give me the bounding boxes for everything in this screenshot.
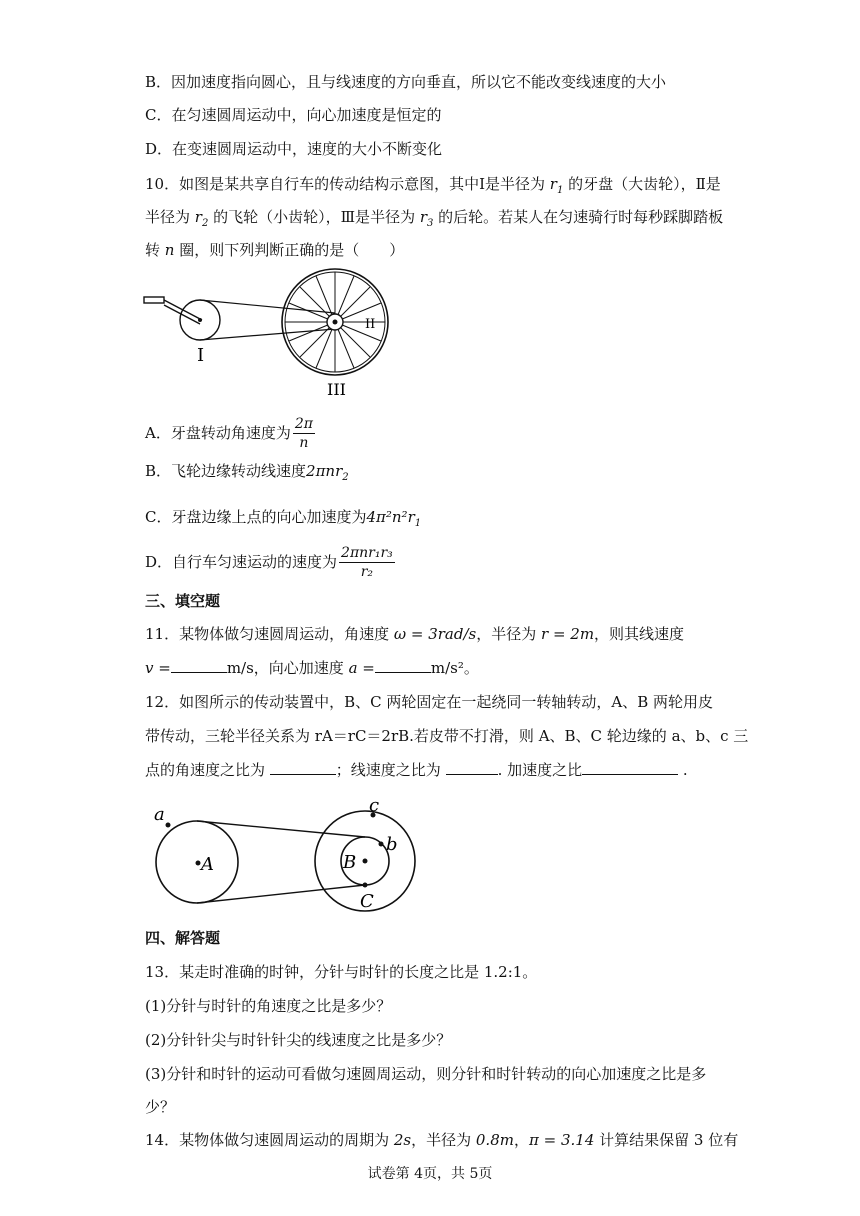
q9-option-b: B．因加速度指向圆心，且与线速度的方向垂直，所以它不能改变线速度的大小 — [145, 73, 667, 91]
label-point-a: a — [154, 804, 165, 825]
q13-part1: (1)分针与时针的角速度之比是多少？ — [145, 997, 392, 1015]
q12-line1: 12．如图所示的传动装置中，B、C 两轮固定在一起绕同一转轴转动，A、B 两轮用皮 — [145, 693, 713, 711]
answer-blank-acceleration-ratio[interactable] — [582, 774, 678, 775]
label-rear-wheel-III: III — [327, 380, 346, 399]
pulley-transmission-diagram — [140, 795, 440, 920]
q9-option-d: D．在变速圆周运动中，速度的大小不断变化 — [145, 140, 443, 158]
answer-blank-acceleration[interactable] — [375, 672, 431, 673]
section-heading-fill-in: 三、填空题 — [145, 592, 221, 610]
section-heading-solve: 四、解答题 — [145, 929, 221, 947]
label-point-b: b — [386, 834, 398, 855]
q11-line2: v = m/s，向心加速度 a = m/s²。 — [145, 659, 479, 677]
label-point-c: c — [369, 795, 380, 816]
answer-blank-velocity[interactable] — [171, 672, 227, 673]
answer-blank-linear-ratio[interactable] — [446, 774, 498, 775]
q10-option-c: C．牙盘边缘上点的向心加速度为$4\pi^2n^2r_1$ — [145, 508, 422, 529]
label-wheel-B: B — [343, 852, 357, 873]
q10-stem-line2: 半径为 $r_2$ 的飞轮（小齿轮），Ⅲ是半径为 $r_3$ 的后轮。若某人在匀速骑行时每秒踩脚踏板 — [145, 208, 724, 229]
page-footer: 试卷第 4页，共 5页 — [367, 1166, 493, 1182]
q10-option-b: B．飞轮边缘转动线速度2πnr$_2$ — [145, 462, 349, 483]
q12-line3: 点的角速度之比为 ；线速度之比为 . 加速度之比 . — [145, 761, 688, 779]
label-wheel-A: A — [201, 854, 214, 875]
bicycle-transmission-diagram — [140, 262, 390, 400]
q13-part3-line1: (3)分针和时针的运动可看做匀速圆周运动，则分针和时针转动的向心加速度之比是多 — [145, 1065, 707, 1083]
q10-option-a: A．牙盘转动角速度为 $\frac{2\pi}{n}$ — [145, 415, 313, 451]
answer-blank-angular-ratio[interactable] — [270, 774, 336, 775]
label-chainring-I: I — [197, 345, 205, 366]
q11-line1: 11．某物体做匀速圆周运动，角速度 ω = 3rad/s，半径为 r = 2m，则其线速度 — [145, 625, 685, 643]
q14-stem: 14．某物体做匀速圆周运动的周期为 2s，半径为 0.8m，π = 3.14 计算结果保留 3 位有 — [145, 1131, 739, 1149]
q10-stem-line1: 10．如图是某共享自行车的传动结构示意图，其中Ⅰ是半径为 $r_1$ 的牙盘（大齿轮），Ⅱ是 — [145, 175, 721, 196]
label-wheel-C: C — [360, 891, 374, 912]
q10-option-d: D．自行车匀速运动的速度为 $\frac{\text{2πnr₁r₃}}{\text{r₂}}$ — [145, 544, 393, 580]
q9-option-c: C．在匀速圆周运动中，向心加速度是恒定的 — [145, 106, 442, 124]
q10-stem-line3: 转 n 圈，则下列判断正确的是（ ） — [145, 241, 405, 259]
q13-stem: 13．某走时准确的时钟，分针与时针的长度之比是 1.2:1。 — [145, 963, 538, 981]
q13-part3-line2: 少？ — [145, 1098, 176, 1116]
q13-part2: (2)分针针尖与时针针尖的线速度之比是多少？ — [145, 1031, 452, 1049]
label-flywheel-II: II — [365, 317, 376, 332]
q12-line2: 带传动，三轮半径关系为 rA＝rC＝2rB.若皮带不打滑，则 A、B、C 轮边缘的 a、b、c 三 — [145, 727, 749, 745]
